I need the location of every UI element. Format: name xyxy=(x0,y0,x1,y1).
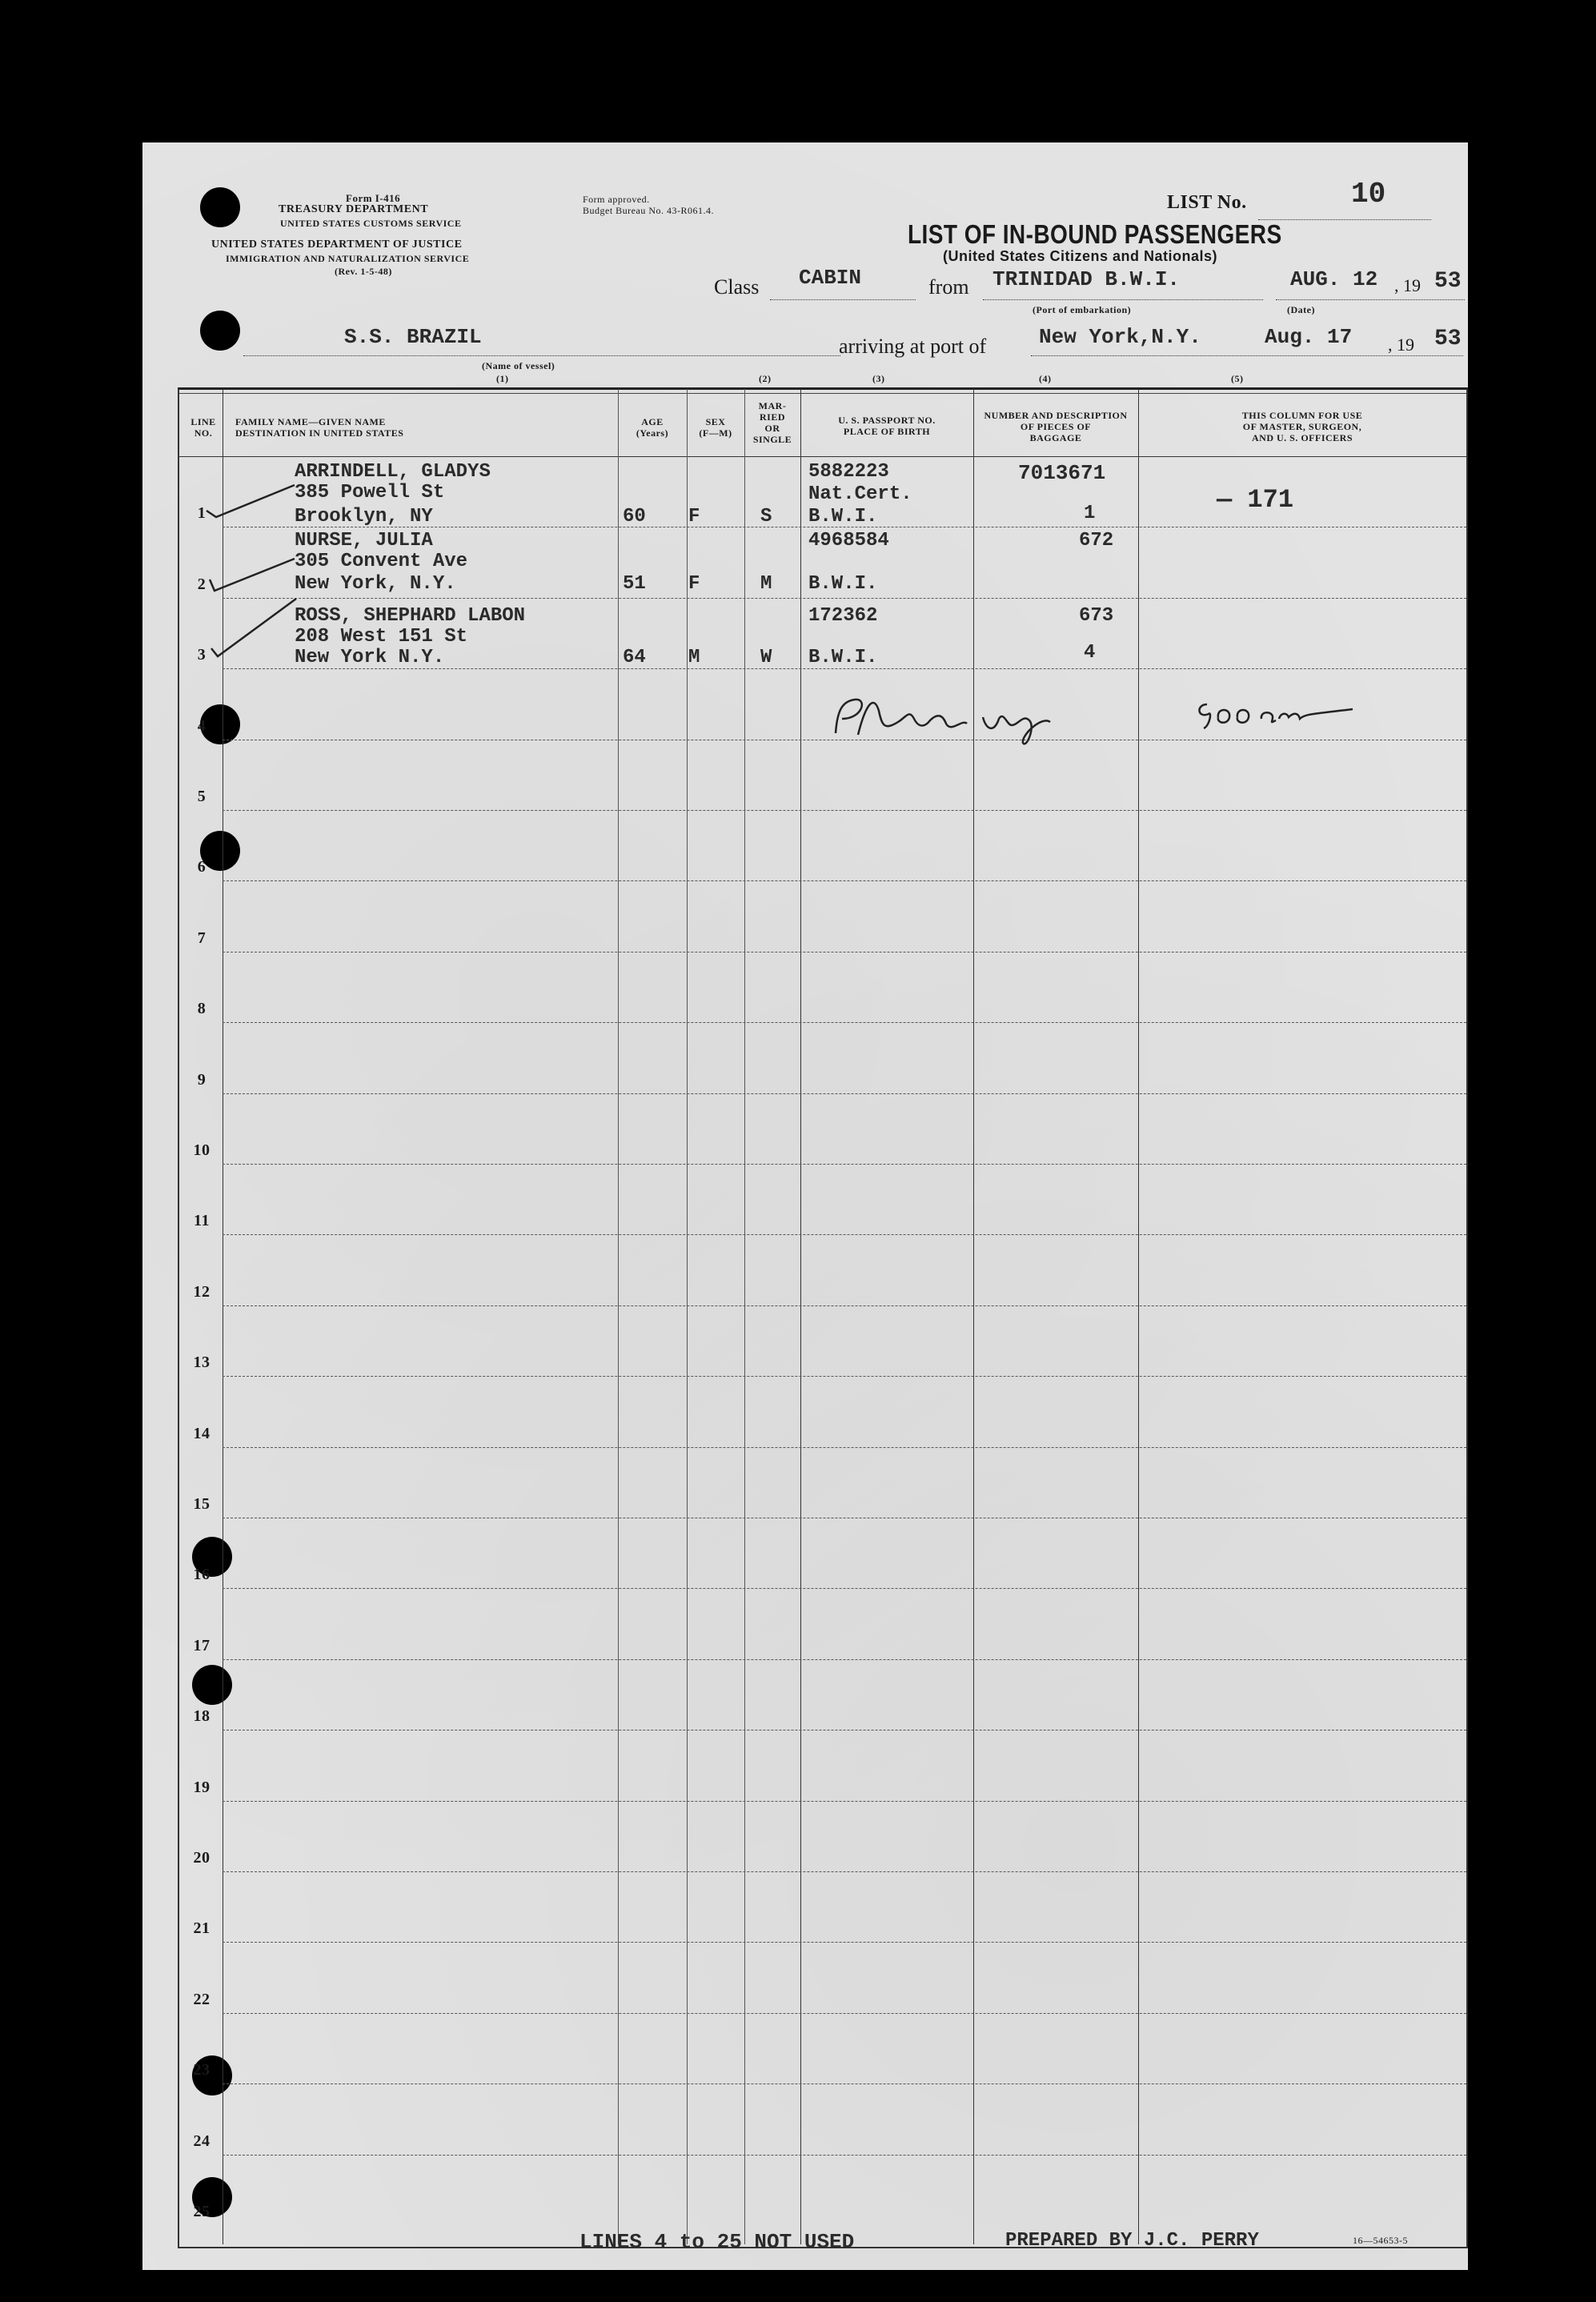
col-header-married: MAR- xyxy=(758,400,787,411)
form-number: Form I-416 xyxy=(346,192,401,204)
class-label: Class xyxy=(714,275,760,299)
passenger-city: New York N.Y. xyxy=(295,647,445,668)
line-number: 11 xyxy=(194,1212,210,1230)
baggage-pieces: 1 xyxy=(1084,503,1096,524)
header-separator xyxy=(178,456,1468,457)
col-header-destination: DESTINATION IN UNITED STATES xyxy=(235,427,404,439)
col-header-married: OR xyxy=(764,423,780,434)
line-number: 4 xyxy=(197,716,207,735)
passenger-sex: F xyxy=(688,506,700,527)
row-rule xyxy=(223,598,1466,599)
passenger-sex: M xyxy=(688,647,700,668)
col-header-line-no: LINE NO. xyxy=(190,416,216,439)
row-rule xyxy=(223,2155,1466,2156)
passenger-name: NURSE, JULIA xyxy=(295,530,433,551)
from-label: from xyxy=(928,275,969,299)
line-number: 2 xyxy=(197,575,207,593)
col-divider xyxy=(687,389,688,2244)
from-port: TRINIDAD B.W.I. xyxy=(992,267,1181,291)
approval-line: Form approved. xyxy=(583,194,650,205)
passenger-birthplace: B.W.I. xyxy=(808,647,878,668)
row-rule xyxy=(223,1305,1466,1306)
punch-hole xyxy=(200,187,240,227)
form-sheet xyxy=(142,142,1468,2270)
col-header-sex: SEX xyxy=(705,416,726,427)
row-rule xyxy=(223,1234,1466,1235)
line-number: 20 xyxy=(193,1849,211,1867)
col-header-baggage: NUMBER AND DESCRIPTION xyxy=(984,410,1128,421)
line-number: 7 xyxy=(197,928,207,947)
vessel-caption: (Name of vessel) xyxy=(482,360,555,371)
class-value: CABIN xyxy=(799,266,862,290)
arriving-year-prefix: , 19 xyxy=(1388,335,1414,355)
row-rule xyxy=(223,1942,1466,1943)
list-label: LIST No. xyxy=(1167,192,1247,213)
from-year: 53 xyxy=(1434,269,1462,294)
vessel-underline xyxy=(243,355,840,356)
arriving-label: arriving at port of xyxy=(839,335,987,358)
col-header-baggage: BAGGAGE xyxy=(1029,432,1082,443)
prepared-by: PREPARED BY J.C. PERRY xyxy=(1005,2230,1259,2252)
page-subtitle: (United States Citizens and Nationals) xyxy=(943,248,1218,264)
line-number: 13 xyxy=(193,1354,211,1372)
col-divider xyxy=(744,389,745,2244)
from-year-prefix: , 19 xyxy=(1394,275,1421,295)
line-number: 18 xyxy=(193,1707,211,1726)
passenger-sex: F xyxy=(688,573,700,595)
col-header-baggage: OF PIECES OF xyxy=(1020,421,1092,432)
col-header-officers: THIS COLUMN FOR USE xyxy=(1241,410,1363,421)
passenger-passport: 4968584 xyxy=(808,530,889,551)
arriving-year: 53 xyxy=(1434,327,1462,351)
customs-service: UNITED STATES CUSTOMS SERVICE xyxy=(280,218,462,229)
row-rule xyxy=(223,2013,1466,2014)
line-number: 19 xyxy=(193,1778,211,1796)
budget-bureau: Budget Bureau No. 43-R061.4. xyxy=(583,205,714,216)
date-caption: (Date) xyxy=(1287,304,1315,315)
treasury-dept: TREASURY DEPARTMENT xyxy=(279,203,429,215)
row-rule xyxy=(223,1447,1466,1448)
arriving-underline xyxy=(1031,355,1463,356)
print-code: 16—54653-5 xyxy=(1353,2235,1408,2246)
revision: (Rev. 1-5-48) xyxy=(335,266,392,277)
line-number: 25 xyxy=(193,2203,211,2220)
line-number: 5 xyxy=(197,788,207,805)
col-divider xyxy=(618,389,619,2244)
from-date: AUG. 12 xyxy=(1290,267,1378,291)
col-header-married: SINGLE xyxy=(752,434,792,445)
officer-note: — 171 xyxy=(1217,485,1294,515)
list-underline xyxy=(1258,219,1431,220)
lines-not-used-note: LINES 4 to 25 NOT USED xyxy=(579,2230,855,2254)
row-rule xyxy=(223,1376,1466,1377)
line-number: 22 xyxy=(193,1990,211,2008)
col-header-age: AGE xyxy=(641,416,664,427)
line-number: 17 xyxy=(193,1636,211,1654)
passenger-age: 60 xyxy=(623,506,646,527)
row-rule xyxy=(223,880,1466,881)
passenger-passport: 172362 xyxy=(808,605,878,627)
row-rule xyxy=(223,668,1466,669)
col-divider xyxy=(1138,389,1139,2244)
passenger-birthplace: B.W.I. xyxy=(808,573,878,595)
col-header-sex-codes: (F—M) xyxy=(699,427,732,439)
baggage-number: 673 xyxy=(1079,605,1114,627)
inspection-time xyxy=(1193,693,1361,733)
vessel-name: S.S. BRAZIL xyxy=(344,325,482,349)
passenger-marital: W xyxy=(760,647,772,668)
col-header-age-unit: (Years) xyxy=(636,427,669,439)
row-rule xyxy=(223,1093,1466,1094)
row-rule xyxy=(223,1801,1466,1802)
row-rule xyxy=(223,1588,1466,1589)
col-header-officers: OF MASTER, SURGEON, xyxy=(1242,421,1362,432)
baggage-number: 7013671 xyxy=(1018,461,1106,485)
passenger-address: 305 Convent Ave xyxy=(295,551,468,572)
line-number: 16 xyxy=(193,1566,211,1584)
col-number-3: (3) xyxy=(872,373,885,384)
passenger-name: ARRINDELL, GLADYS xyxy=(295,461,491,483)
line-number: 9 xyxy=(197,1070,207,1089)
line-number: 6 xyxy=(197,858,207,876)
col-header-birthplace: PLACE OF BIRTH xyxy=(843,426,931,437)
row-rule xyxy=(223,1022,1466,1023)
col-header-name: FAMILY NAME—GIVEN NAME xyxy=(235,416,386,427)
line-number: 21 xyxy=(193,1919,211,1938)
passenger-birthplace: B.W.I. xyxy=(808,506,878,527)
row-rule xyxy=(223,1871,1466,1872)
line-number: 12 xyxy=(193,1282,211,1301)
passenger-marital: M xyxy=(760,573,772,595)
line-number: 1 xyxy=(197,504,207,523)
passenger-passport-type: Nat.Cert. xyxy=(808,483,912,505)
row-rule xyxy=(223,2083,1466,2084)
arriving-date: Aug. 17 xyxy=(1265,325,1353,349)
line-number: 8 xyxy=(197,1000,207,1018)
inspector-signature xyxy=(826,687,1098,751)
passenger-city: Brooklyn, NY xyxy=(295,506,433,527)
passenger-age: 51 xyxy=(623,573,646,595)
class-underline xyxy=(770,299,916,300)
col-header-officers: AND U. S. OFFICERS xyxy=(1251,432,1353,443)
from-underline xyxy=(983,299,1263,300)
arriving-port: New York,N.Y. xyxy=(1039,325,1201,349)
check-marks xyxy=(190,479,303,663)
list-number: 10 xyxy=(1351,178,1386,211)
punch-hole xyxy=(200,311,240,351)
ins-service: IMMIGRATION AND NATURALIZATION SERVICE xyxy=(226,253,470,264)
passenger-age: 64 xyxy=(623,647,646,668)
date-underline xyxy=(1276,299,1465,300)
row-rule xyxy=(223,1164,1466,1165)
baggage-number: 672 xyxy=(1079,530,1114,551)
justice-dept: UNITED STATES DEPARTMENT OF JUSTICE xyxy=(211,239,463,251)
passenger-passport: 5882223 xyxy=(808,461,889,483)
line-number: 15 xyxy=(193,1495,211,1513)
baggage-pieces: 4 xyxy=(1084,642,1096,664)
vessel-col-number: (1) xyxy=(496,373,509,384)
passenger-marital: S xyxy=(760,506,772,527)
col-header-married: RIED xyxy=(759,411,785,423)
line-number: 23 xyxy=(193,2061,211,2079)
port-caption: (Port of embarkation) xyxy=(1033,304,1132,315)
passenger-address: 208 West 151 St xyxy=(295,626,468,648)
line-number: 10 xyxy=(193,1141,211,1159)
col-number-5: (5) xyxy=(1231,373,1244,384)
col-divider xyxy=(973,389,974,2244)
col-divider xyxy=(800,389,801,2244)
col-header-passport: U. S. PASSPORT NO. xyxy=(838,415,936,426)
passenger-name: ROSS, SHEPHARD LABON xyxy=(295,605,526,627)
row-rule xyxy=(223,810,1466,811)
page-title: LIST OF IN-BOUND PASSENGERS xyxy=(908,219,1282,249)
row-rule xyxy=(223,1730,1466,1731)
line-number: 3 xyxy=(197,646,207,664)
line-number: 24 xyxy=(193,2132,211,2150)
line-number: 14 xyxy=(193,1424,211,1442)
col-number-4: (4) xyxy=(1039,373,1052,384)
col-number-2: (2) xyxy=(759,373,772,384)
row-rule xyxy=(223,1659,1466,1660)
passenger-address: 385 Powell St xyxy=(295,482,445,503)
passenger-city: New York, N.Y. xyxy=(295,573,456,595)
